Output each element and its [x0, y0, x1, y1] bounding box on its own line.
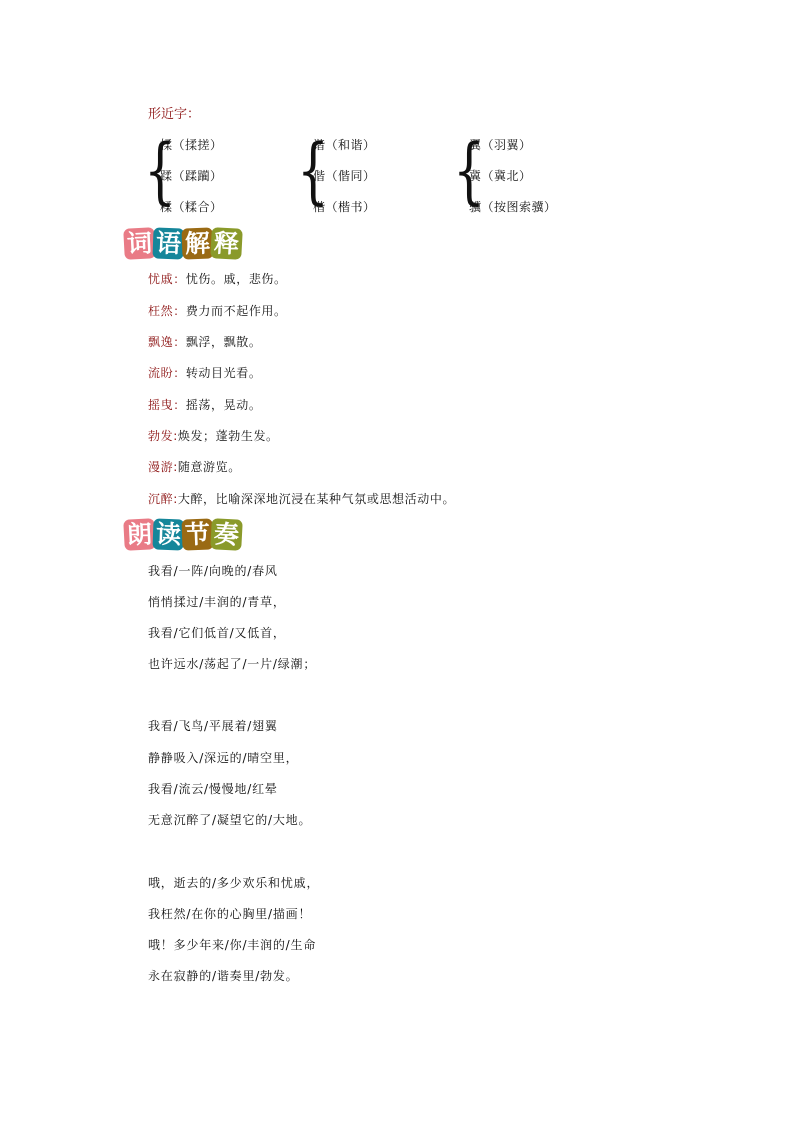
badge-tile: 节 [181, 518, 213, 550]
vocab-definition: 费力而不起作用。 [185, 304, 287, 318]
char-item: 翼（羽翼） [469, 138, 532, 152]
vocab-term: 漫游 [148, 460, 174, 474]
badge-tile: 解 [181, 227, 213, 259]
vocab-item [148, 364, 261, 381]
poem-line: 静静吸入/深远的/晴空里， [148, 751, 299, 765]
vocab-item [148, 270, 287, 287]
brace-icon: { [453, 128, 486, 212]
vocab-item [148, 333, 261, 350]
badge-tile: 读 [152, 518, 184, 550]
badge-tile: 奏 [210, 518, 243, 551]
vocab-term: 枉然 [148, 304, 174, 318]
vocab-item [148, 302, 287, 319]
rhythm-section-badge [124, 519, 240, 550]
vocab-section-badge [124, 228, 240, 259]
poem-line: 我看/它们低首/又低首， [148, 626, 286, 640]
poem-line: 哦！多少年来/你/丰润的/生命 [148, 938, 317, 952]
vocab-item [148, 396, 261, 413]
badge-tile: 语 [152, 227, 184, 259]
poem-line: 也许远水/荡起了/一片/绿潮； [148, 657, 317, 671]
vocab-item [148, 490, 455, 507]
badge-tile: 朗 [123, 518, 156, 551]
vocab-term: 摇曳 [148, 398, 174, 412]
vocab-sep: : [173, 429, 178, 443]
vocab-sep: ： [173, 304, 186, 318]
badge-tile: 释 [210, 227, 243, 260]
brace-icon: { [297, 128, 330, 212]
poem-line: 哦，逝去的/多少欢乐和忧戚， [148, 876, 320, 890]
vocab-sep: ： [173, 335, 186, 349]
poem-line: 我看/流云/慢慢地/红晕 [148, 782, 278, 796]
vocab-term: 勃发 [148, 429, 174, 443]
vocab-definition: 摇荡，晃动。 [185, 398, 262, 412]
char-item: 揉（揉搓） [160, 138, 223, 152]
poem-line: 我看/飞鸟/平展着/翅翼 [148, 719, 278, 733]
vocab-definition: 忧伤。戚，悲伤。 [185, 272, 287, 286]
badge-tile: 词 [123, 227, 156, 260]
vocab-term: 忧戚 [148, 272, 174, 286]
char-item: 冀（冀北） [469, 169, 532, 183]
vocab-term: 飘逸 [148, 335, 174, 349]
char-group-1 [144, 128, 304, 215]
poem-line: 无意沉醉了/凝望它的/大地。 [148, 813, 312, 827]
brace-icon: { [144, 128, 177, 212]
char-item: 骥（按图索骥） [469, 200, 557, 214]
char-item: 蹂（蹂躏） [160, 169, 223, 183]
char-group-3 [453, 128, 613, 215]
vocab-definition: 随意游览。 [177, 460, 241, 474]
similar-chars-heading: 形近字： [148, 107, 201, 122]
vocab-term: 流盼 [148, 366, 174, 380]
char-group-2 [297, 128, 457, 215]
vocab-definition: 大醉，比喻深深地沉浸在某种气氛或思想活动中。 [177, 492, 456, 506]
char-item: 偕（偕同） [313, 169, 376, 183]
poem-line: 我枉然/在你的心胸里/描画！ [148, 907, 312, 921]
vocab-definition: 焕发；蓬勃生发。 [177, 429, 279, 443]
vocab-sep: : [173, 492, 178, 506]
poem-line: 悄悄揉过/丰润的/青草， [148, 595, 286, 609]
poem-line: 我看/一阵/向晚的/春风 [148, 564, 278, 578]
char-item: 楷（楷书） [313, 200, 376, 214]
vocab-sep: ： [173, 398, 186, 412]
vocab-sep: : [173, 460, 178, 474]
vocab-sep: ： [173, 366, 186, 380]
char-item: 谐（和谐） [313, 138, 376, 152]
poem-line: 永在寂静的/谐奏里/勃发。 [148, 969, 299, 983]
vocab-item [148, 458, 241, 475]
vocab-term: 沉醉 [148, 492, 174, 506]
vocab-definition: 飘浮，飘散。 [185, 335, 262, 349]
vocab-definition: 转动目光看。 [185, 366, 262, 380]
vocab-item [148, 427, 279, 444]
char-item: 糅（糅合） [160, 200, 223, 214]
vocab-sep: ： [173, 272, 186, 286]
